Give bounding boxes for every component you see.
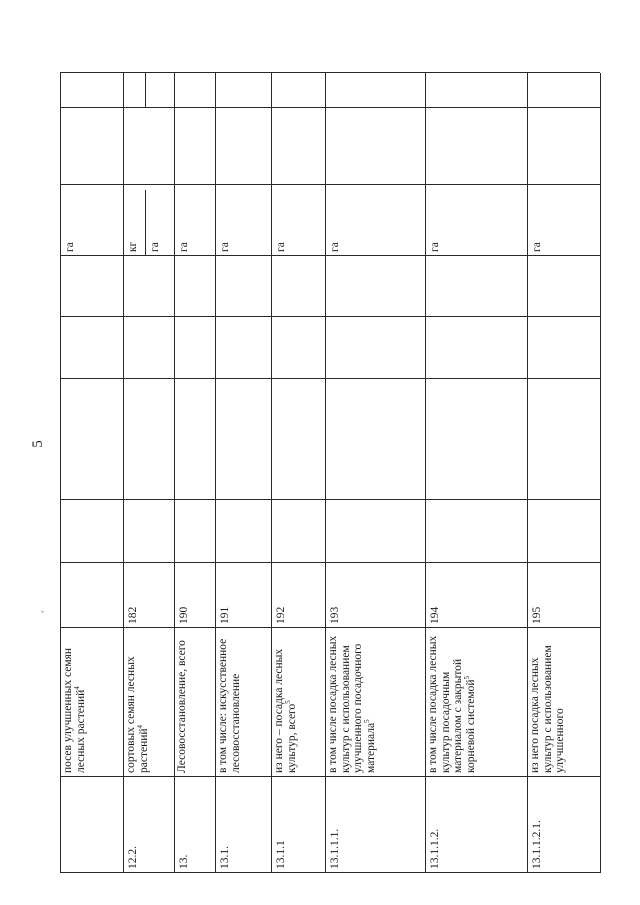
table-rule xyxy=(60,184,600,185)
unit-cell: га xyxy=(64,242,76,252)
row-number: 13.1.1.2. xyxy=(429,828,441,869)
unit-cell: кг xyxy=(127,241,139,252)
row-number: 13.1. xyxy=(219,846,231,869)
row-number: 13. xyxy=(178,854,190,869)
row-code: 190 xyxy=(178,606,190,624)
unit-cell: га xyxy=(149,242,161,252)
page-number: 5 xyxy=(30,440,46,448)
row-label: из него – посадка лесных культур, всего$^5$ xyxy=(273,648,298,773)
row-label: из него посадка лесных культур с использованием улучшенного xyxy=(529,645,567,773)
row-code: 193 xyxy=(329,606,341,624)
unit-cell: га xyxy=(178,242,190,252)
row-label: в том числе посадка лесных культур с использованием улучшенного посадочного материала$^5$ xyxy=(327,635,377,773)
row-code: 191 xyxy=(219,606,231,624)
unit-cell: га xyxy=(531,242,543,252)
scan-speck: ‘ xyxy=(38,608,51,618)
row-code: 195 xyxy=(531,606,543,624)
row-label: в том числе посадка лесных культур посадочным материалом с закрытой корневой системой$^5$ xyxy=(427,635,477,773)
data-table xyxy=(60,33,600,873)
row-number: 13.1.1.1. xyxy=(329,828,341,869)
table-rule xyxy=(145,73,146,108)
row-number: 12.2. xyxy=(127,846,139,869)
row-code xyxy=(62,563,123,628)
unit-cell: га xyxy=(329,242,341,252)
row-code: 192 xyxy=(275,606,287,624)
unit-cell: га xyxy=(429,242,441,252)
row-number: 13.1.1.2.1. xyxy=(531,820,543,869)
row-label: в том числе: искусственное лесовосстановление xyxy=(217,638,242,773)
row-number: 13.1.1 xyxy=(275,840,287,869)
table-rule xyxy=(600,73,601,873)
table-rule xyxy=(60,499,600,500)
table-rule xyxy=(60,378,600,379)
table-rule xyxy=(60,72,600,73)
row-label: Лесовосстановление, всего xyxy=(176,640,188,773)
row-code: 194 xyxy=(429,606,441,624)
row-label: сортовых семян лесных растений$^4$ xyxy=(125,656,150,773)
unit-cell: га xyxy=(219,242,231,252)
unit-cell: га xyxy=(275,242,287,252)
row-code: 182 xyxy=(127,606,139,624)
row-number xyxy=(62,777,123,873)
table-rule xyxy=(60,316,600,317)
table-rule xyxy=(145,190,146,256)
row-label: посев улучшенных семян лесных растений$^4$ xyxy=(62,647,87,773)
table-rule xyxy=(60,107,600,108)
